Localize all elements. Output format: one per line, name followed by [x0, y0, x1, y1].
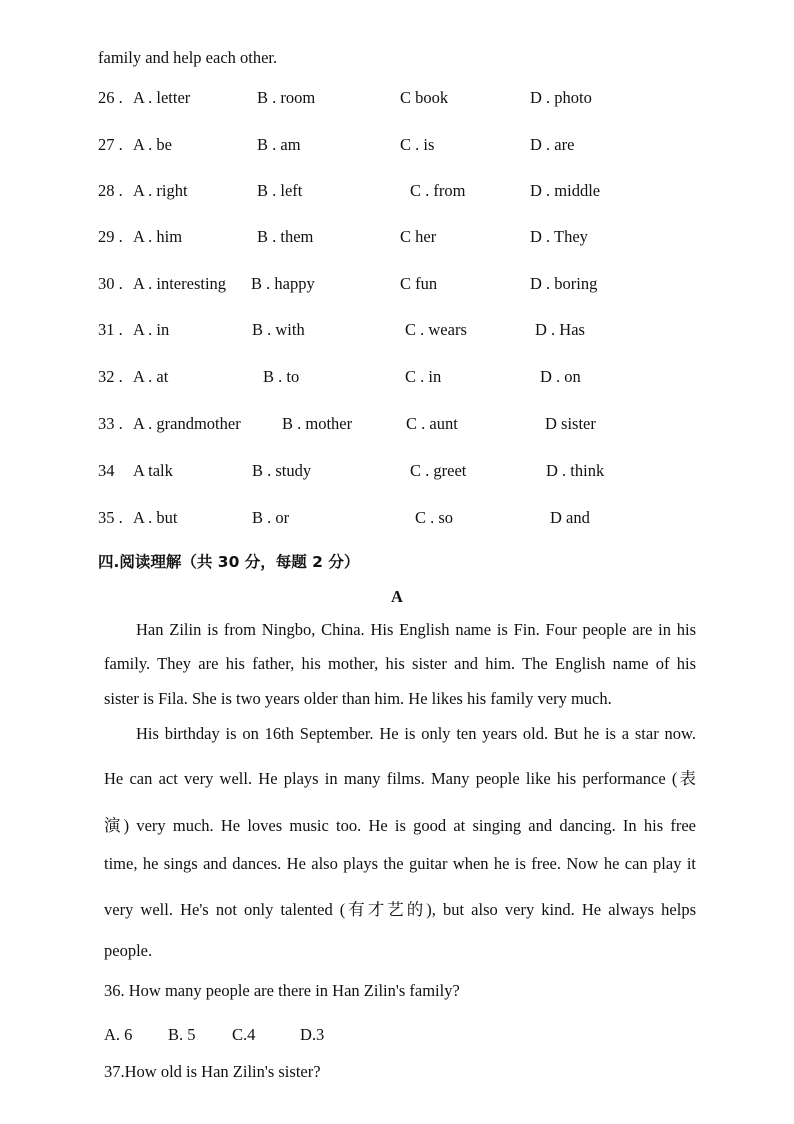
option-b: B. 5	[168, 1025, 196, 1044]
option-a: A . him	[133, 227, 183, 246]
question-number: 35 .	[98, 508, 123, 527]
passage-line: family. They are his father, his mother, his sister and him. The English name of his	[104, 654, 696, 673]
option-c: C . aunt	[406, 414, 458, 433]
option-b: B . with	[252, 320, 305, 339]
passage-line: Han Zilin is from Ningbo, China. His English name is Fin. Four people are in his	[136, 620, 696, 639]
passage-label: A	[391, 587, 403, 606]
option-d: D . think	[546, 461, 605, 480]
question-row	[0, 88, 794, 112]
option-a: A. 6	[104, 1025, 133, 1044]
question-number: 34	[98, 461, 115, 480]
option-b: B . room	[257, 88, 316, 107]
option-c: C . in	[405, 367, 442, 386]
option-b: B . mother	[282, 414, 353, 433]
option-b: B . or	[252, 508, 290, 527]
option-c: C . wears	[405, 320, 467, 339]
question-row	[0, 461, 794, 485]
option-b: B . them	[257, 227, 314, 246]
question-36-options	[0, 1025, 794, 1049]
passage-line: people.	[104, 941, 153, 960]
question-number: 26 .	[98, 88, 123, 107]
question-number: 30 .	[98, 274, 123, 293]
question-number: 27 .	[98, 135, 123, 154]
question-row	[0, 320, 794, 344]
question-number: 28 .	[98, 181, 123, 200]
option-d: D . photo	[530, 88, 592, 107]
passage-line: His birthday is on 16th September. He is only ten years old. But he is a star now.	[136, 724, 696, 743]
option-c: C fun	[400, 274, 438, 293]
option-c: C her	[400, 227, 437, 246]
option-b: B . study	[252, 461, 312, 480]
option-a: A . but	[133, 508, 178, 527]
option-c: C . greet	[410, 461, 467, 480]
option-a: A talk	[133, 461, 173, 480]
question-row	[0, 414, 794, 438]
question-36: 36. How many people are there in Han Zilin's family?	[104, 981, 460, 1000]
passage-line: very well. He's not only talented (有才艺的), but also very kind. He always helps	[104, 900, 696, 919]
question-number: 31 .	[98, 320, 123, 339]
question-row	[0, 508, 794, 532]
option-d: D . middle	[530, 181, 601, 200]
option-b: B . left	[257, 181, 303, 200]
passage-line: sister is Fila. She is two years older than him. He likes his family very much.	[104, 689, 612, 708]
option-a: A . right	[133, 181, 188, 200]
option-b: B . to	[263, 367, 300, 386]
option-d: D . They	[530, 227, 588, 246]
option-d: D . are	[530, 135, 575, 154]
continued-text: family and help each other.	[98, 48, 278, 67]
question-37: 37.How old is Han Zilin's sister?	[104, 1062, 321, 1081]
question-row	[0, 274, 794, 298]
section-heading: 四.阅读理解（共 30 分，每题 2 分）	[98, 553, 360, 571]
option-a: A . be	[133, 135, 172, 154]
option-d: D . on	[540, 367, 581, 386]
option-c: C . from	[410, 181, 466, 200]
passage-line: time, he sings and dances. He also plays the guitar when he is free. Now he can play it	[104, 854, 696, 873]
option-a: A . letter	[133, 88, 191, 107]
option-a: A . grandmother	[133, 414, 241, 433]
question-row	[0, 181, 794, 205]
option-a: A . interesting	[133, 274, 227, 293]
option-b: B . am	[257, 135, 301, 154]
option-a: A . at	[133, 367, 169, 386]
question-row	[0, 367, 794, 391]
question-number: 29 .	[98, 227, 123, 246]
option-c: C . is	[400, 135, 435, 154]
option-a: A . in	[133, 320, 170, 339]
passage-line: 演) very much. He loves music too. He is good at singing and dancing. In his free	[104, 816, 696, 835]
option-b: B . happy	[251, 274, 315, 293]
option-c: C . so	[415, 508, 454, 527]
passage-line: He can act very well. He plays in many films. Many people like his performance (表	[104, 769, 696, 788]
option-d: D . Has	[535, 320, 585, 339]
option-d: D and	[550, 508, 590, 527]
option-d: D sister	[545, 414, 596, 433]
question-row	[0, 227, 794, 251]
question-number: 33 .	[98, 414, 123, 433]
option-d: D.3	[300, 1025, 325, 1044]
question-row	[0, 135, 794, 159]
option-c: C.4	[232, 1025, 256, 1044]
question-number: 32 .	[98, 367, 123, 386]
option-d: D . boring	[530, 274, 598, 293]
option-c: C book	[400, 88, 449, 107]
